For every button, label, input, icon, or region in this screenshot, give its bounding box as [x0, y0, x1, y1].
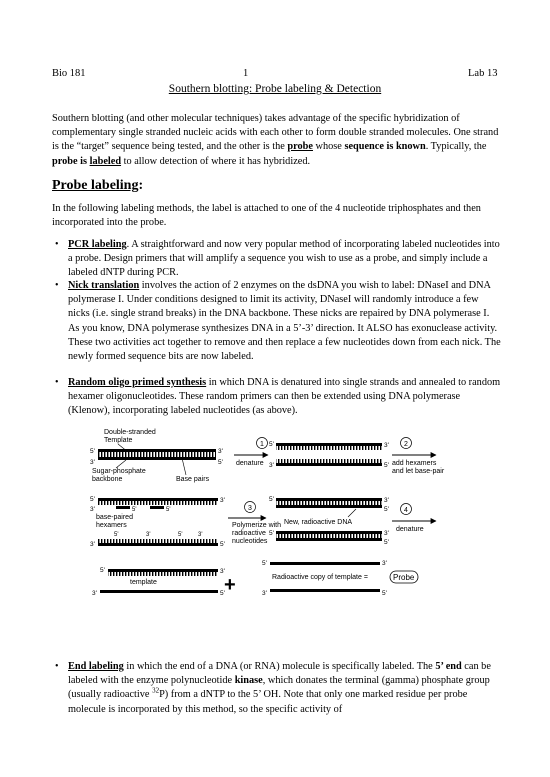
bullet-icon: • — [55, 280, 59, 291]
svg-text:3': 3' — [90, 541, 95, 548]
plus-sign: + — [224, 574, 236, 596]
bullet-end-labeling: • End labeling in which the end of a DNA (or RNA) molecule is specifically labeled. The 5’ end can be labeled with the enzyme polynucleotide kinase, which donates the terminal (gamma) phosphate group (usually radioactive $^{32}$P) from a dNTP to the 5’ OH. Note that only one marked residue per probe molecule is incorporated by this method, so the specific activity of — [55, 661, 491, 715]
svg-text:3': 3' — [269, 462, 274, 469]
svg-text:3': 3' — [90, 459, 95, 466]
bullet-icon: • — [55, 377, 59, 388]
svg-text:3: 3 — [248, 505, 252, 512]
svg-text:5': 5' — [382, 590, 387, 597]
sequence-known-term: sequence is known — [344, 141, 426, 153]
section-heading: Probe labeling: — [52, 178, 144, 193]
svg-text:3': 3' — [146, 532, 151, 538]
svg-text:5': 5' — [384, 506, 389, 513]
label-template-bottom: template — [130, 579, 157, 586]
label-polymerize-with: Polymerize with — [232, 522, 282, 529]
bullet-random-oligo: • Random oligo primed synthesis in which DNA is denatured into single strands and annealed to random hexamer oligonucleotides. These random primers can then be extended using DNA polymerase (Klenow), incorporating labeled nucleotides (as above). — [55, 377, 501, 417]
label-denature-2: denature — [396, 526, 424, 533]
bullet-icon: • — [55, 239, 59, 250]
svg-text:1: 1 — [260, 441, 264, 448]
intro-paragraph: Southern blotting (and other molecular techniques) takes advantage of the specific hybridization of complementary single stranded nucleic acids with each other to form double stranded molecules. One strand is the “target” sequence being tested, and the other is the probe whose sequence is known. Typically, the probe is labeled to allow detection of where it has hybridized. — [52, 113, 499, 167]
label-and-let-base-pair: and let base-pair — [392, 468, 445, 475]
labeling-intro-paragraph: In the following labeling methods, the label is attached to one of the 4 nucleotide triphosphates and then incorporated into the probe. — [52, 203, 481, 229]
svg-text:5': 5' — [269, 441, 274, 448]
svg-text:3': 3' — [220, 497, 225, 504]
label-radioactive: radioactive — [232, 530, 266, 537]
bullet-nick-translation: • Nick translation involves the action of 2 enzymes on the dsDNA you wish to label: DNaseI and DNA polymerase I. Under conditions designed to limit its activity, DNaseI will randomly introduce a few nicks (i.e. single strand breaks) in the DNA backbone. These nicks are repaired by DNA polymerase I. As you know, DNA polymerase synthesizes DNA in a 5’-3’ direction. It ALSO has exonuclease activity. These two activities act together to remove and then replace a few nucleotides down from each nick. The newly formed sequence bits are now labeled. — [55, 280, 501, 363]
template-strand-top — [98, 449, 216, 452]
probe-term: probe — [287, 141, 313, 153]
label-new-radioactive-dna: New, radioactive DNA — [284, 519, 353, 526]
svg-text:5': 5' — [262, 560, 267, 567]
svg-text:3': 3' — [384, 530, 389, 537]
svg-text:3': 3' — [90, 506, 95, 513]
svg-text:5': 5' — [269, 496, 274, 503]
svg-text:3': 3' — [198, 532, 203, 538]
svg-text:5': 5' — [100, 567, 105, 574]
label-template: Template — [104, 437, 133, 444]
svg-text:5': 5' — [90, 448, 95, 455]
label-double-stranded: Double-stranded — [104, 429, 156, 436]
header-course: Bio 181 — [52, 68, 86, 79]
svg-text:3': 3' — [92, 590, 97, 597]
label-hexamers: hexamers — [96, 522, 127, 529]
svg-text:3': 3' — [218, 448, 223, 455]
label-denature: denature — [236, 460, 264, 467]
svg-text:3': 3' — [384, 497, 389, 504]
svg-text:3': 3' — [220, 568, 225, 575]
random-priming-diagram — [86, 425, 476, 655]
label-sugar-phosphate: Sugar-phosphate — [92, 468, 146, 475]
svg-text:5': 5' — [384, 462, 389, 469]
svg-text:3': 3' — [262, 590, 267, 597]
label-radioactive-copy: Radioactive copy of template = — [272, 574, 368, 581]
svg-text:5': 5' — [178, 532, 183, 538]
svg-text:3': 3' — [384, 442, 389, 449]
svg-text:5': 5' — [132, 507, 137, 513]
svg-text:5': 5' — [384, 539, 389, 546]
header-lab: Lab 13 — [468, 68, 498, 79]
label-backbone: backbone — [92, 476, 123, 483]
template-strand-bottom — [98, 457, 216, 460]
header-page-number: 1 — [243, 68, 249, 79]
svg-text:5': 5' — [220, 541, 225, 548]
svg-text:4: 4 — [404, 507, 408, 514]
svg-text:5': 5' — [269, 530, 274, 537]
bullet-icon: • — [55, 661, 59, 672]
page-title: Southern blotting: Probe labeling & Detection — [168, 83, 382, 95]
bullet-pcr-labeling: • PCR labeling. A straightforward and now very popular method of incorporating labeled nucleotides into a probe. Design primers that will amplify a sequence you wish to use as a probe, and simply include a labeled dNTP during PCR. — [55, 239, 500, 279]
label-base-pairs: Base pairs — [176, 476, 210, 483]
label-add-hexamers: add hexamers — [392, 460, 437, 467]
label-probe: Probe — [393, 573, 415, 582]
svg-text:2: 2 — [404, 441, 408, 448]
labeled-term: labeled — [89, 155, 122, 167]
svg-text:5': 5' — [90, 496, 95, 503]
label-base-paired: base-paired — [96, 514, 133, 521]
svg-text:5': 5' — [218, 459, 223, 466]
svg-text:3': 3' — [382, 560, 387, 567]
svg-text:5': 5' — [114, 532, 119, 538]
svg-text:5': 5' — [220, 590, 225, 597]
label-nucleotides: nucleotides — [232, 538, 268, 545]
svg-text:5': 5' — [166, 507, 171, 513]
